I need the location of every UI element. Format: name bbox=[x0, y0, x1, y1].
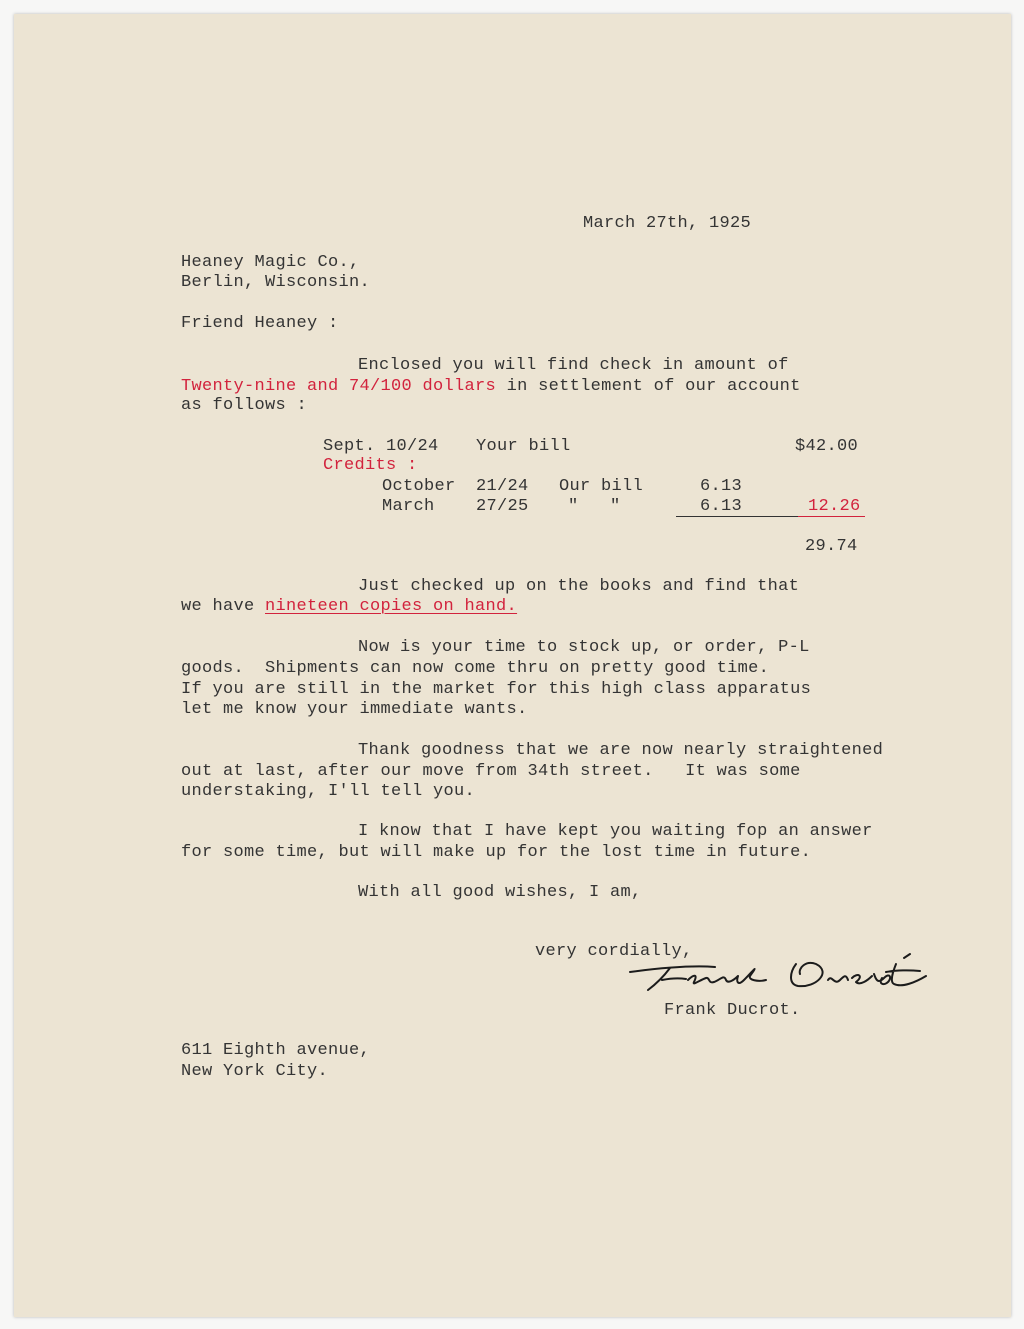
credit-1-date: 21/24 bbox=[476, 477, 529, 496]
credits-underline bbox=[676, 516, 798, 517]
bill-description: Your bill bbox=[476, 437, 571, 456]
return-address-line-1: 611 Eighth avenue, bbox=[181, 1041, 371, 1060]
para3-line-3: If you are still in the market for this high class apparatus bbox=[181, 680, 812, 699]
credit-2-month: March bbox=[382, 497, 435, 516]
para1-line-2-rest: in settlement of our account bbox=[496, 377, 801, 396]
credit-1-month: October bbox=[382, 477, 456, 496]
addressee-line-2: Berlin, Wisconsin. bbox=[181, 273, 371, 292]
para3-line-1: Now is your time to stock up, or order, P-L bbox=[358, 638, 810, 657]
para3-line-4: let me know your immediate wants. bbox=[181, 700, 528, 719]
credit-1-description: Our bill bbox=[559, 477, 644, 496]
credit-2-description: " " bbox=[568, 497, 621, 516]
salutation: Friend Heaney : bbox=[181, 314, 339, 333]
para5-line-2: for some time, but will make up for the lost time in future. bbox=[181, 843, 812, 862]
handwritten-signature bbox=[620, 950, 950, 1000]
credits-label: Credits : bbox=[323, 456, 418, 475]
para5-line-1: I know that I have kept you waiting fop an answer bbox=[358, 822, 873, 841]
closing-wishes: With all good wishes, I am, bbox=[358, 883, 642, 902]
bill-date: Sept. 10/24 bbox=[323, 437, 439, 456]
credit-1-amount: 6.13 bbox=[700, 477, 743, 496]
para1-line-3: as follows : bbox=[181, 396, 308, 415]
total-underline bbox=[798, 516, 865, 517]
valediction: very cordially, bbox=[535, 942, 693, 961]
para2-line-1: Just checked up on the books and find that bbox=[358, 577, 800, 596]
credit-2-amount: 6.13 bbox=[700, 497, 743, 516]
amount-in-words: Twenty-nine and 74/100 dollars bbox=[181, 377, 497, 396]
bill-amount: $42.00 bbox=[795, 437, 859, 456]
para1-line-2 bbox=[181, 377, 801, 397]
return-address-line-2: New York City. bbox=[181, 1062, 329, 1081]
para4-line-2: out at last, after our move from 34th street. It was some bbox=[181, 762, 801, 781]
para2-line-2-prefix: we have bbox=[181, 597, 266, 616]
para4-line-1: Thank goodness that we are now nearly straightened bbox=[358, 741, 884, 760]
letter-date: March 27th, 1925 bbox=[583, 214, 752, 233]
signer-name: Frank Ducrot. bbox=[664, 1001, 801, 1020]
para1-line-1: Enclosed you will find check in amount of bbox=[358, 356, 789, 375]
copies-on-hand: nineteen copies on hand. bbox=[265, 597, 518, 616]
para4-line-3: understaking, I'll tell you. bbox=[181, 782, 476, 801]
para3-line-2: goods. Shipments can now come thru on pretty good time. bbox=[181, 659, 770, 678]
credit-2-date: 27/25 bbox=[476, 497, 529, 516]
addressee-line-1: Heaney Magic Co., bbox=[181, 253, 360, 272]
para2-line-2 bbox=[181, 597, 517, 617]
credits-total: 12.26 bbox=[808, 497, 861, 516]
balance-amount: 29.74 bbox=[805, 537, 858, 556]
